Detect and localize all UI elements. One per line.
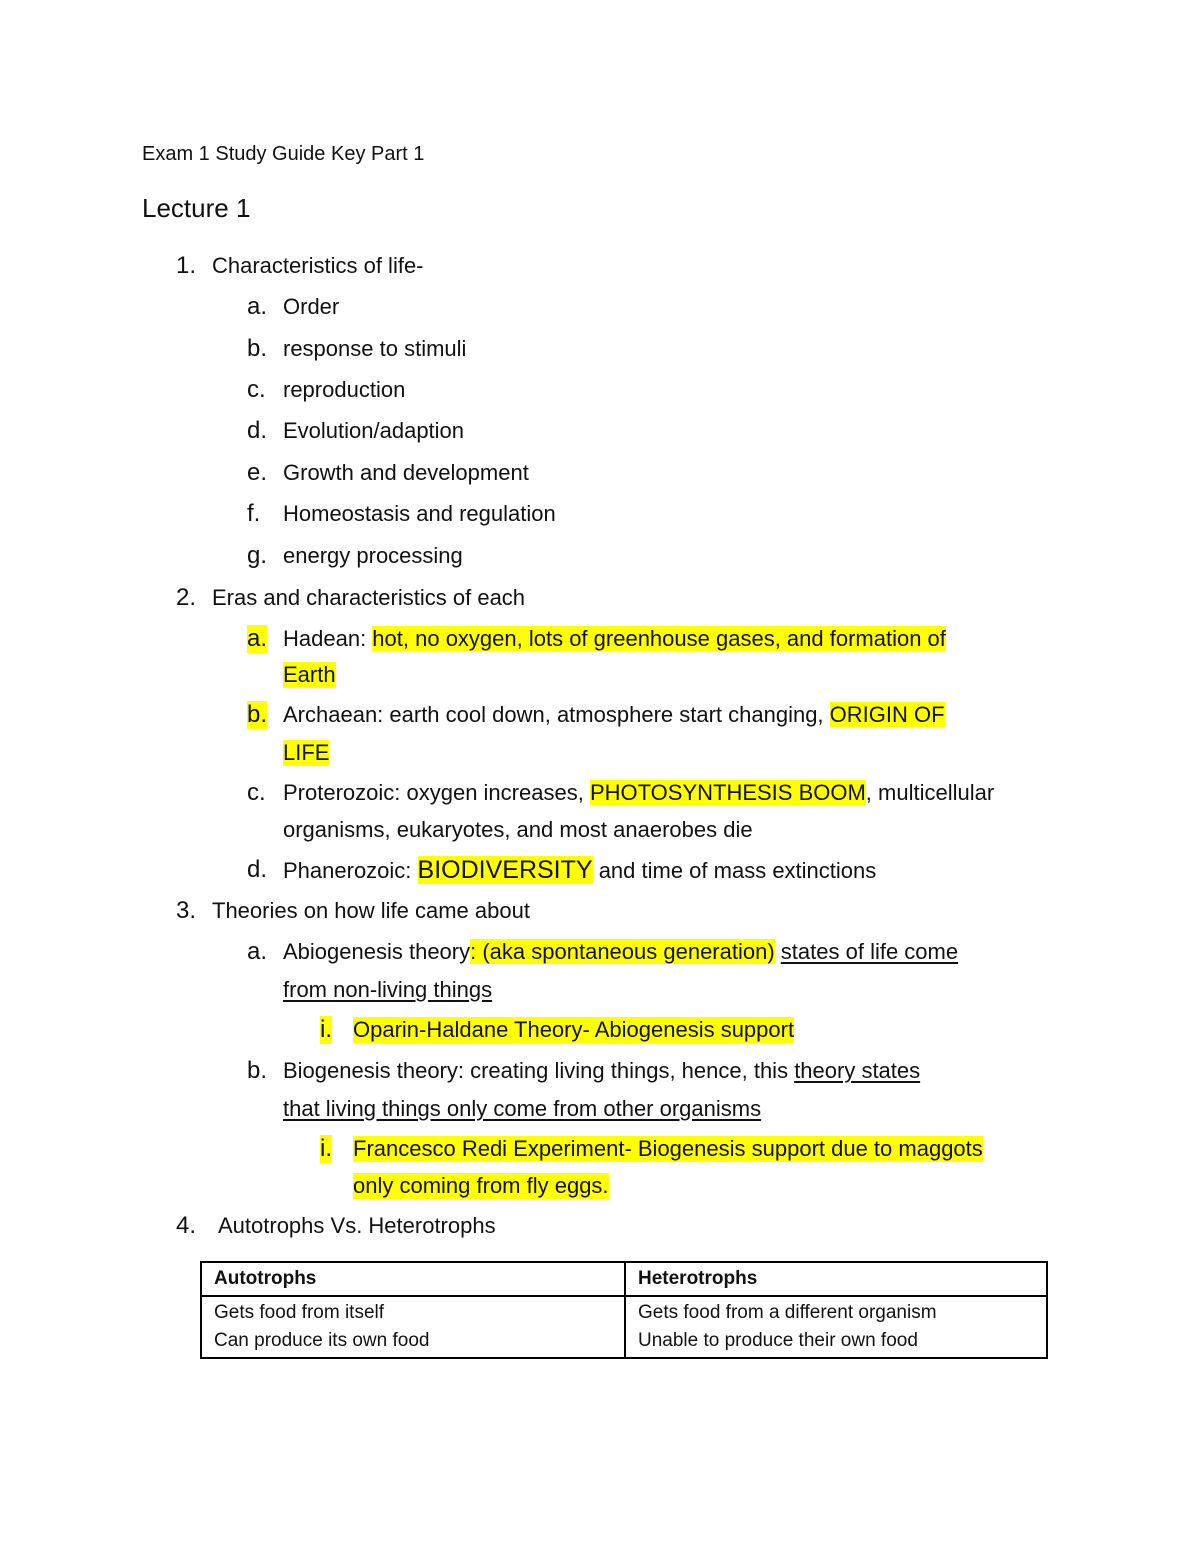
q1-item-text: Growth and development <box>283 460 529 485</box>
q4-number: 4. <box>176 1212 197 1239</box>
table-header-row <box>201 1262 1047 1296</box>
underlined-text: theory states <box>794 1058 921 1083</box>
q3-b-i-numeral: i. <box>320 1135 332 1162</box>
highlighted-text: hot, no oxygen, lots of greenhouse gases, and formation of <box>372 626 946 651</box>
underlined-text: states of life come <box>780 939 959 964</box>
q2-a-letter: a. <box>247 625 268 652</box>
highlighted-text: : (aka spontaneous generation) <box>470 939 775 964</box>
table-cell-heterotrophs <box>625 1296 1047 1358</box>
q2-b-letter: b. <box>247 701 268 728</box>
q3-a-i-text: Oparin-Haldane Theory- Abiogenesis support <box>353 1017 795 1042</box>
q3-a-i-numeral: i. <box>320 1016 332 1043</box>
q1-item-text: Order <box>283 294 340 319</box>
q3-title: Theories on how life came about <box>212 898 530 923</box>
q1-item-text: Evolution/adaption <box>283 418 465 443</box>
table-cell-line: Can produce its own food <box>214 1330 430 1351</box>
q3-b-line1 <box>283 1058 920 1084</box>
q1-title: Characteristics of life- <box>212 253 424 278</box>
table-cell-line: Gets food from itself <box>214 1302 385 1323</box>
highlighted-text: BIODIVERSITY <box>417 856 593 884</box>
q2-c-line1 <box>283 780 994 806</box>
q1-item-letter: b. <box>247 335 268 362</box>
q1-number: 1. <box>176 252 197 279</box>
q1-item-text: reproduction <box>283 377 406 402</box>
highlighted-text: ORIGIN OF <box>829 702 945 727</box>
q3-a-letter: a. <box>247 938 268 965</box>
era-text: and time of mass extinctions <box>592 858 877 883</box>
q3-b-i-line2: only coming from fly eggs. <box>353 1173 609 1198</box>
q4-title: Autotrophs Vs. Heterotrophs <box>218 1213 496 1238</box>
q1-item-letter: d. <box>247 417 268 444</box>
era-text: Phanerozoic: <box>283 858 418 883</box>
q2-a-line1 <box>283 626 946 652</box>
era-text: Proterozoic: oxygen increases, <box>283 780 590 805</box>
q2-c-letter: c. <box>247 779 266 806</box>
q2-c-line2: organisms, eukaryotes, and most anaerobes die <box>283 817 753 842</box>
era-label: Hadean: <box>283 626 373 651</box>
era-text: , multicellular <box>865 780 995 805</box>
q3-b-line2: that living things only come from other organisms <box>283 1096 762 1121</box>
q3-a-line2: from non-living things <box>283 977 493 1002</box>
q2-d-letter: d. <box>247 856 268 883</box>
q3-b-i-line1: Francesco Redi Experiment- Biogenesis support due to maggots <box>353 1136 983 1161</box>
q1-item-letter: c. <box>247 376 266 403</box>
q1-item-letter: f. <box>247 500 261 527</box>
table-header-heterotrophs: Heterotrophs <box>625 1262 1047 1296</box>
q1-item-text: energy processing <box>283 543 463 568</box>
q1-item-letter: e. <box>247 459 268 486</box>
document-title: Exam 1 Study Guide Key Part 1 <box>142 143 425 165</box>
table-row <box>201 1296 1047 1358</box>
lecture-heading: Lecture 1 <box>142 193 251 223</box>
era-text: Archaean: earth cool down, atmosphere start changing, <box>283 702 830 727</box>
q3-number: 3. <box>176 897 197 924</box>
q2-a-line2: Earth <box>283 662 336 687</box>
q2-title: Eras and characteristics of each <box>212 585 526 610</box>
comparison-table <box>200 1261 1048 1359</box>
table-cell-line: Unable to produce their own food <box>638 1330 918 1351</box>
highlighted-text: PHOTOSYNTHESIS BOOM <box>589 780 866 805</box>
q2-number: 2. <box>176 584 197 611</box>
q1-item-letter: g. <box>247 542 268 569</box>
table-header-autotrophs: Autotrophs <box>201 1262 625 1296</box>
table-cell-autotrophs <box>201 1296 625 1358</box>
q3-b-letter: b. <box>247 1057 268 1084</box>
q2-b-line2: LIFE <box>283 740 330 765</box>
theory-name: Abiogenesis theory <box>283 939 471 964</box>
q3-a-line1 <box>283 939 958 965</box>
q1-item-text: Homeostasis and regulation <box>283 501 556 526</box>
table-cell-line: Gets food from a different organism <box>638 1302 937 1323</box>
q1-item-text: response to stimuli <box>283 336 467 361</box>
theory-name: Biogenesis theory: creating living things, hence, this <box>283 1058 795 1083</box>
q1-item-letter: a. <box>247 293 268 320</box>
q2-d-line <box>283 856 876 885</box>
q2-b-line1 <box>283 702 945 728</box>
